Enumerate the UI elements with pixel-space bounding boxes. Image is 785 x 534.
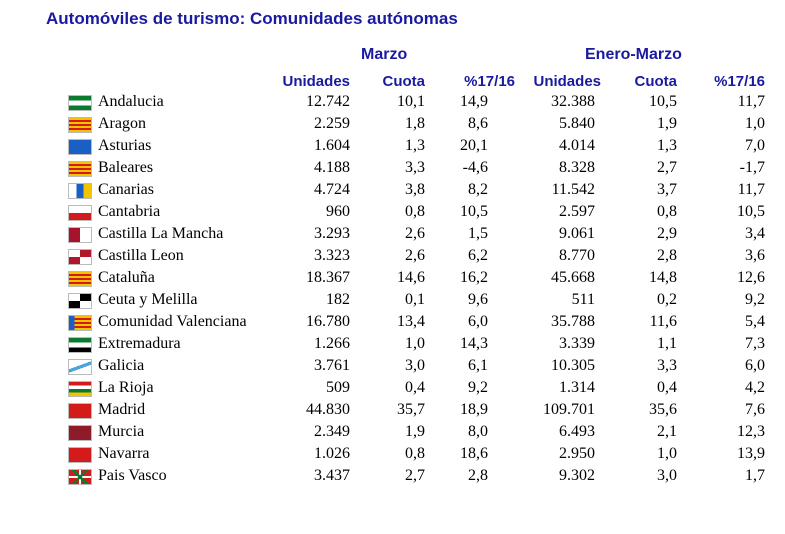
cell-ytd-units: 8.328 [559, 159, 595, 176]
cell-march-change: 20,1 [460, 137, 488, 154]
madrid-flag-icon [68, 403, 92, 419]
col-header-march-units: Unidades [282, 73, 350, 90]
region-name: Castilla Leon [98, 247, 184, 264]
cell-march-share: 0,8 [405, 203, 425, 220]
cell-ytd-change: 12,6 [737, 269, 765, 286]
region-name: Extremadura [98, 335, 181, 352]
cell-ytd-change: 7,3 [745, 335, 765, 352]
ceuta-melilla-flag-icon [68, 293, 92, 309]
region-name: Galicia [98, 357, 145, 374]
cell-march-share: 10,1 [397, 93, 425, 110]
la-rioja-flag-icon [68, 381, 92, 397]
table-row [0, 313, 785, 335]
col-header-ytd-units: Unidades [533, 73, 601, 90]
region-name: Cantabria [98, 203, 161, 220]
table-row [0, 379, 785, 401]
castilla-leon-flag-icon [68, 249, 92, 265]
cell-march-change: 18,6 [460, 445, 488, 462]
cell-march-units: 1.604 [314, 137, 350, 154]
col-header-march-share: Cuota [382, 73, 425, 90]
cell-ytd-change: 11,7 [737, 93, 765, 110]
region-name: Pais Vasco [98, 467, 167, 484]
table-row [0, 445, 785, 467]
table-row [0, 115, 785, 137]
canarias-flag-icon [68, 183, 92, 199]
table-row [0, 181, 785, 203]
cell-march-change: 2,8 [468, 467, 488, 484]
cell-ytd-change: 4,2 [745, 379, 765, 396]
navarra-flag-icon [68, 447, 92, 463]
cell-ytd-change: 3,4 [745, 225, 765, 242]
cell-ytd-units: 1.314 [559, 379, 595, 396]
cell-ytd-units: 4.014 [559, 137, 595, 154]
cell-ytd-units: 9.302 [559, 467, 595, 484]
cell-march-share: 14,6 [397, 269, 425, 286]
page-title: Automóviles de turismo: Comunidades autónomas [46, 9, 458, 28]
group-header-march: Marzo [361, 46, 408, 63]
cell-ytd-share: 3,7 [657, 181, 677, 198]
galicia-flag-icon [68, 359, 92, 375]
cell-ytd-change: -1,7 [739, 159, 765, 176]
cell-ytd-change: 12,3 [737, 423, 765, 440]
region-name: Ceuta y Melilla [98, 291, 198, 308]
cell-march-change: 9,2 [468, 379, 488, 396]
group-header-ytd: Enero-Marzo [585, 46, 682, 63]
cell-march-units: 182 [326, 291, 350, 308]
cell-march-units: 3.437 [314, 467, 350, 484]
region-name: Navarra [98, 445, 150, 462]
cell-ytd-change: 3,6 [745, 247, 765, 264]
table-row [0, 467, 785, 489]
region-name: Madrid [98, 401, 146, 418]
cell-ytd-units: 2.597 [559, 203, 595, 220]
cell-march-units: 18.367 [306, 269, 350, 286]
table-row [0, 269, 785, 291]
cell-ytd-change: 10,5 [737, 203, 765, 220]
cell-ytd-share: 0,2 [657, 291, 677, 308]
cell-ytd-change: 1,7 [745, 467, 765, 484]
andalucia-flag-icon [68, 95, 92, 111]
col-header-march-change: %17/16 [464, 73, 515, 90]
pais-vasco-flag-icon [68, 469, 92, 485]
cell-ytd-share: 0,4 [657, 379, 677, 396]
col-header-ytd-share: Cuota [634, 73, 677, 90]
asturias-flag-icon [68, 139, 92, 155]
cell-march-units: 2.259 [314, 115, 350, 132]
cell-march-units: 1.026 [314, 445, 350, 462]
cell-ytd-share: 35,6 [649, 401, 677, 418]
cell-march-change: 16,2 [460, 269, 488, 286]
cell-ytd-units: 109.701 [543, 401, 595, 418]
cell-ytd-units: 35.788 [551, 313, 595, 330]
cell-ytd-share: 1,0 [657, 445, 677, 462]
cell-ytd-change: 5,4 [745, 313, 765, 330]
cell-march-change: 6,1 [468, 357, 488, 374]
cell-march-share: 1,3 [405, 137, 425, 154]
cell-ytd-units: 11.542 [551, 181, 595, 198]
region-name: Murcia [98, 423, 145, 440]
cell-march-share: 0,8 [405, 445, 425, 462]
cell-march-share: 2,7 [405, 467, 425, 484]
cell-march-share: 3,0 [405, 357, 425, 374]
baleares-flag-icon [68, 161, 92, 177]
cell-march-share: 3,8 [405, 181, 425, 198]
cell-ytd-share: 11,6 [649, 313, 677, 330]
cell-ytd-share: 1,9 [657, 115, 677, 132]
cell-march-change: 10,5 [460, 203, 488, 220]
cell-march-units: 12.742 [306, 93, 350, 110]
cell-ytd-share: 3,3 [657, 357, 677, 374]
region-name: Andalucia [98, 93, 164, 110]
cell-ytd-change: 7,6 [745, 401, 765, 418]
region-name: La Rioja [98, 379, 154, 396]
region-name: Cataluña [98, 269, 155, 286]
cell-ytd-units: 511 [571, 291, 595, 308]
cell-ytd-units: 9.061 [559, 225, 595, 242]
cell-march-change: 14,9 [460, 93, 488, 110]
cell-march-units: 4.188 [314, 159, 350, 176]
region-name: Asturias [98, 137, 152, 154]
cell-march-share: 0,1 [405, 291, 425, 308]
cell-march-share: 3,3 [405, 159, 425, 176]
cell-ytd-units: 2.950 [559, 445, 595, 462]
cell-march-change: 6,0 [468, 313, 488, 330]
cell-march-change: 8,2 [468, 181, 488, 198]
region-name: Aragon [98, 115, 146, 132]
murcia-flag-icon [68, 425, 92, 441]
table-row [0, 335, 785, 357]
cell-ytd-change: 13,9 [737, 445, 765, 462]
cell-ytd-change: 1,0 [745, 115, 765, 132]
cell-march-units: 4.724 [314, 181, 350, 198]
table-row [0, 225, 785, 247]
cell-march-units: 3.761 [314, 357, 350, 374]
cell-march-units: 44.830 [306, 401, 350, 418]
extremadura-flag-icon [68, 337, 92, 353]
cell-march-change: 18,9 [460, 401, 488, 418]
cell-march-units: 2.349 [314, 423, 350, 440]
cell-ytd-change: 6,0 [745, 357, 765, 374]
table-row [0, 93, 785, 115]
cell-march-units: 16.780 [306, 313, 350, 330]
cell-ytd-share: 1,3 [657, 137, 677, 154]
cell-ytd-share: 2,7 [657, 159, 677, 176]
table-row [0, 137, 785, 159]
cell-ytd-units: 32.388 [551, 93, 595, 110]
table-row [0, 423, 785, 445]
valencia-flag-icon [68, 315, 92, 331]
table-row [0, 159, 785, 181]
cell-march-change: 8,0 [468, 423, 488, 440]
cell-ytd-units: 10.305 [551, 357, 595, 374]
table-row [0, 401, 785, 423]
cell-march-units: 960 [326, 203, 350, 220]
cell-march-change: 1,5 [468, 225, 488, 242]
cell-march-units: 1.266 [314, 335, 350, 352]
cell-march-change: 8,6 [468, 115, 488, 132]
cell-march-share: 0,4 [405, 379, 425, 396]
cell-march-change: 6,2 [468, 247, 488, 264]
cell-march-units: 509 [326, 379, 350, 396]
cell-march-share: 35,7 [397, 401, 425, 418]
castilla-la-mancha-flag-icon [68, 227, 92, 243]
cell-ytd-share: 3,0 [657, 467, 677, 484]
cell-march-share: 1,8 [405, 115, 425, 132]
cell-ytd-share: 10,5 [649, 93, 677, 110]
cell-ytd-change: 9,2 [745, 291, 765, 308]
cell-ytd-units: 5.840 [559, 115, 595, 132]
aragon-flag-icon [68, 117, 92, 133]
cell-march-change: -4,6 [462, 159, 488, 176]
table-row [0, 247, 785, 269]
cell-march-change: 9,6 [468, 291, 488, 308]
cell-ytd-share: 2,8 [657, 247, 677, 264]
cell-march-units: 3.293 [314, 225, 350, 242]
cell-march-units: 3.323 [314, 247, 350, 264]
cell-ytd-share: 14,8 [649, 269, 677, 286]
col-header-ytd-change: %17/16 [714, 73, 765, 90]
cataluna-flag-icon [68, 271, 92, 287]
table-row [0, 203, 785, 225]
cell-march-share: 13,4 [397, 313, 425, 330]
region-name: Comunidad Valenciana [98, 313, 247, 330]
cantabria-flag-icon [68, 205, 92, 221]
cell-ytd-share: 0,8 [657, 203, 677, 220]
cell-ytd-share: 1,1 [657, 335, 677, 352]
cell-ytd-units: 6.493 [559, 423, 595, 440]
cell-ytd-change: 7,0 [745, 137, 765, 154]
cell-march-share: 1,9 [405, 423, 425, 440]
cell-ytd-units: 8.770 [559, 247, 595, 264]
cell-march-share: 1,0 [405, 335, 425, 352]
cell-march-change: 14,3 [460, 335, 488, 352]
region-name: Castilla La Mancha [98, 225, 224, 242]
region-name: Baleares [98, 159, 154, 176]
cell-ytd-units: 3.339 [559, 335, 595, 352]
table-row [0, 357, 785, 379]
cell-ytd-units: 45.668 [551, 269, 595, 286]
cell-ytd-change: 11,7 [737, 181, 765, 198]
cell-march-share: 2,6 [405, 247, 425, 264]
cell-ytd-share: 2,1 [657, 423, 677, 440]
cell-march-share: 2,6 [405, 225, 425, 242]
cell-ytd-share: 2,9 [657, 225, 677, 242]
table-row [0, 291, 785, 313]
region-name: Canarias [98, 181, 154, 198]
